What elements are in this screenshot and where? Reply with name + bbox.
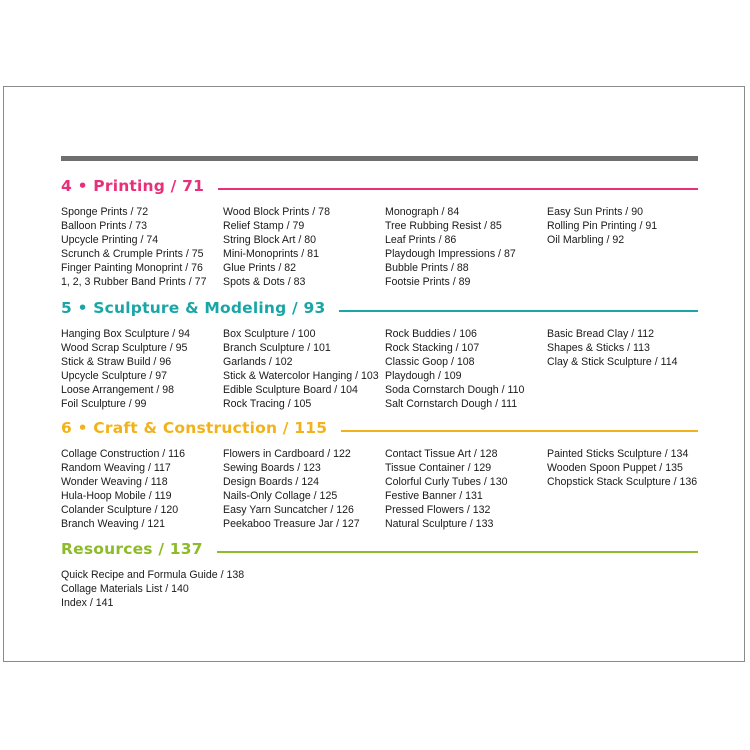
section-printing (61, 177, 698, 289)
toc-entry: Glue Prints / 82 (223, 262, 297, 275)
entry-column (547, 447, 697, 489)
toc-entry: Collage Construction / 116 (61, 448, 186, 460)
toc-entry: 1, 2, 3 Rubber Band Prints / 77 (61, 276, 207, 289)
section-rule (339, 310, 698, 312)
toc-entry: Branch Sculpture / 101 (223, 342, 331, 355)
toc-entry: Chopstick Stack Sculpture / 136 (547, 476, 698, 489)
toc-entry: Salt Cornstarch Dough / 111 (385, 398, 518, 411)
toc-entry: Wooden Spoon Puppet / 135 (547, 462, 683, 475)
section-header (61, 177, 698, 201)
toc-entry: Rolling Pin Printing / 91 (547, 220, 658, 233)
section-title: 5 • Sculpture & Modeling / 93 (61, 299, 326, 317)
toc-entry: Finger Painting Monoprint / 76 (61, 262, 203, 275)
section-craft-construction (61, 419, 698, 531)
toc-entry: Quick Recipe and Formula Guide / 138 (61, 569, 245, 581)
toc-entry: Soda Cornstarch Dough / 110 (385, 384, 525, 397)
toc-entry: Oil Marbling / 92 (547, 234, 625, 247)
entry-column (61, 205, 206, 290)
toc-entry: Clay & Stick Sculpture / 114 (547, 356, 678, 369)
toc-entry: Festive Banner / 131 (385, 490, 483, 503)
entry-column (223, 447, 360, 532)
toc-entry: Pressed Flowers / 132 (385, 504, 491, 517)
toc-entry: Rock Tracing / 105 (223, 398, 312, 411)
toc-entry: Basic Bread Clay / 112 (547, 328, 654, 340)
toc-entry: Spots & Dots / 83 (223, 276, 306, 289)
section-rule (341, 430, 698, 432)
toc-entry: Monograph / 84 (385, 206, 460, 218)
toc-entry: Relief Stamp / 79 (223, 220, 305, 233)
toc-entry: Footsie Prints / 89 (385, 276, 471, 289)
toc-entry: Balloon Prints / 73 (61, 220, 147, 233)
toc-entry: Scrunch & Crumple Prints / 75 (61, 248, 204, 261)
entry-column (385, 327, 524, 412)
toc-entry: Nails-Only Collage / 125 (223, 490, 338, 503)
section-header (61, 540, 698, 564)
toc-entry: Sewing Boards / 123 (223, 462, 321, 475)
toc-entry: Collage Materials List / 140 (61, 583, 189, 596)
toc-entry: Easy Sun Prints / 90 (547, 206, 643, 218)
toc-entry: Loose Arrangement / 98 (61, 384, 175, 397)
entry-column (61, 447, 185, 532)
section-resources (61, 540, 698, 610)
toc-entry: Easy Yarn Suncatcher / 126 (223, 504, 354, 517)
toc-entry: String Block Art / 80 (223, 234, 317, 247)
toc-entry: Contact Tissue Art / 128 (385, 448, 498, 460)
section-sculpture-modeling (61, 299, 698, 411)
toc-entry: Branch Weaving / 121 (61, 518, 166, 531)
section-title: 6 • Craft & Construction / 115 (61, 419, 328, 437)
toc-entry: Upcycle Printing / 74 (61, 234, 159, 247)
toc-entry: Natural Sculpture / 133 (385, 518, 494, 531)
toc-entry: Index / 141 (61, 597, 114, 610)
toc-entry: Shapes & Sticks / 113 (547, 342, 650, 355)
toc-entry: Foil Sculpture / 99 (61, 398, 147, 411)
section-rule (218, 188, 698, 190)
toc-entry: Box Sculpture / 100 (223, 328, 316, 340)
entry-column (547, 205, 657, 247)
toc-page (3, 86, 745, 662)
section-header (61, 299, 698, 323)
toc-entry: Tissue Container / 129 (385, 462, 492, 475)
toc-entry: Painted Sticks Sculpture / 134 (547, 448, 689, 460)
toc-entry: Peekaboo Treasure Jar / 127 (223, 518, 360, 531)
toc-entry: Playdough Impressions / 87 (385, 248, 516, 261)
toc-entry: Wood Block Prints / 78 (223, 206, 330, 218)
entry-column (547, 327, 678, 369)
section-title: Resources / 137 (61, 540, 203, 558)
toc-entry: Flowers in Cardboard / 122 (223, 448, 351, 460)
toc-entry: Mini-Monoprints / 81 (223, 248, 319, 261)
toc-entry: Sponge Prints / 72 (61, 206, 149, 218)
toc-entry: Wonder Weaving / 118 (61, 476, 168, 489)
section-header (61, 419, 698, 443)
section-title: 4 • Printing / 71 (61, 177, 205, 195)
toc-entry: Colorful Curly Tubes / 130 (385, 476, 508, 489)
toc-entry: Leaf Prints / 86 (385, 234, 457, 247)
entry-column (385, 447, 507, 532)
toc-entry: Design Boards / 124 (223, 476, 319, 489)
toc-entry: Bubble Prints / 88 (385, 262, 469, 275)
resources-list (61, 568, 698, 610)
toc-entry: Colander Sculpture / 120 (61, 504, 179, 517)
toc-entry: Garlands / 102 (223, 356, 293, 369)
toc-entry: Hanging Box Sculpture / 94 (61, 328, 190, 340)
toc-entry: Wood Scrap Sculpture / 95 (61, 342, 188, 355)
toc-entry: Playdough / 109 (385, 370, 462, 383)
toc-entry: Upcycle Sculpture / 97 (61, 370, 167, 383)
entry-column (223, 327, 379, 412)
top-divider (61, 156, 698, 161)
toc-entry: Hula-Hoop Mobile / 119 (61, 490, 172, 503)
toc-entry: Stick & Straw Build / 96 (61, 356, 172, 369)
toc-entry: Stick & Watercolor Hanging / 103 (223, 370, 379, 383)
entry-column (385, 205, 516, 290)
toc-entry: Rock Stacking / 107 (385, 342, 480, 355)
toc-entry: Edible Sculpture Board / 104 (223, 384, 358, 397)
section-rule (217, 551, 698, 553)
toc-entry: Rock Buddies / 106 (385, 328, 477, 340)
toc-entry: Tree Rubbing Resist / 85 (385, 220, 502, 233)
toc-entry: Classic Goop / 108 (385, 356, 475, 369)
entry-column (223, 205, 330, 290)
toc-entry: Random Weaving / 117 (61, 462, 171, 475)
entry-column (61, 327, 190, 412)
